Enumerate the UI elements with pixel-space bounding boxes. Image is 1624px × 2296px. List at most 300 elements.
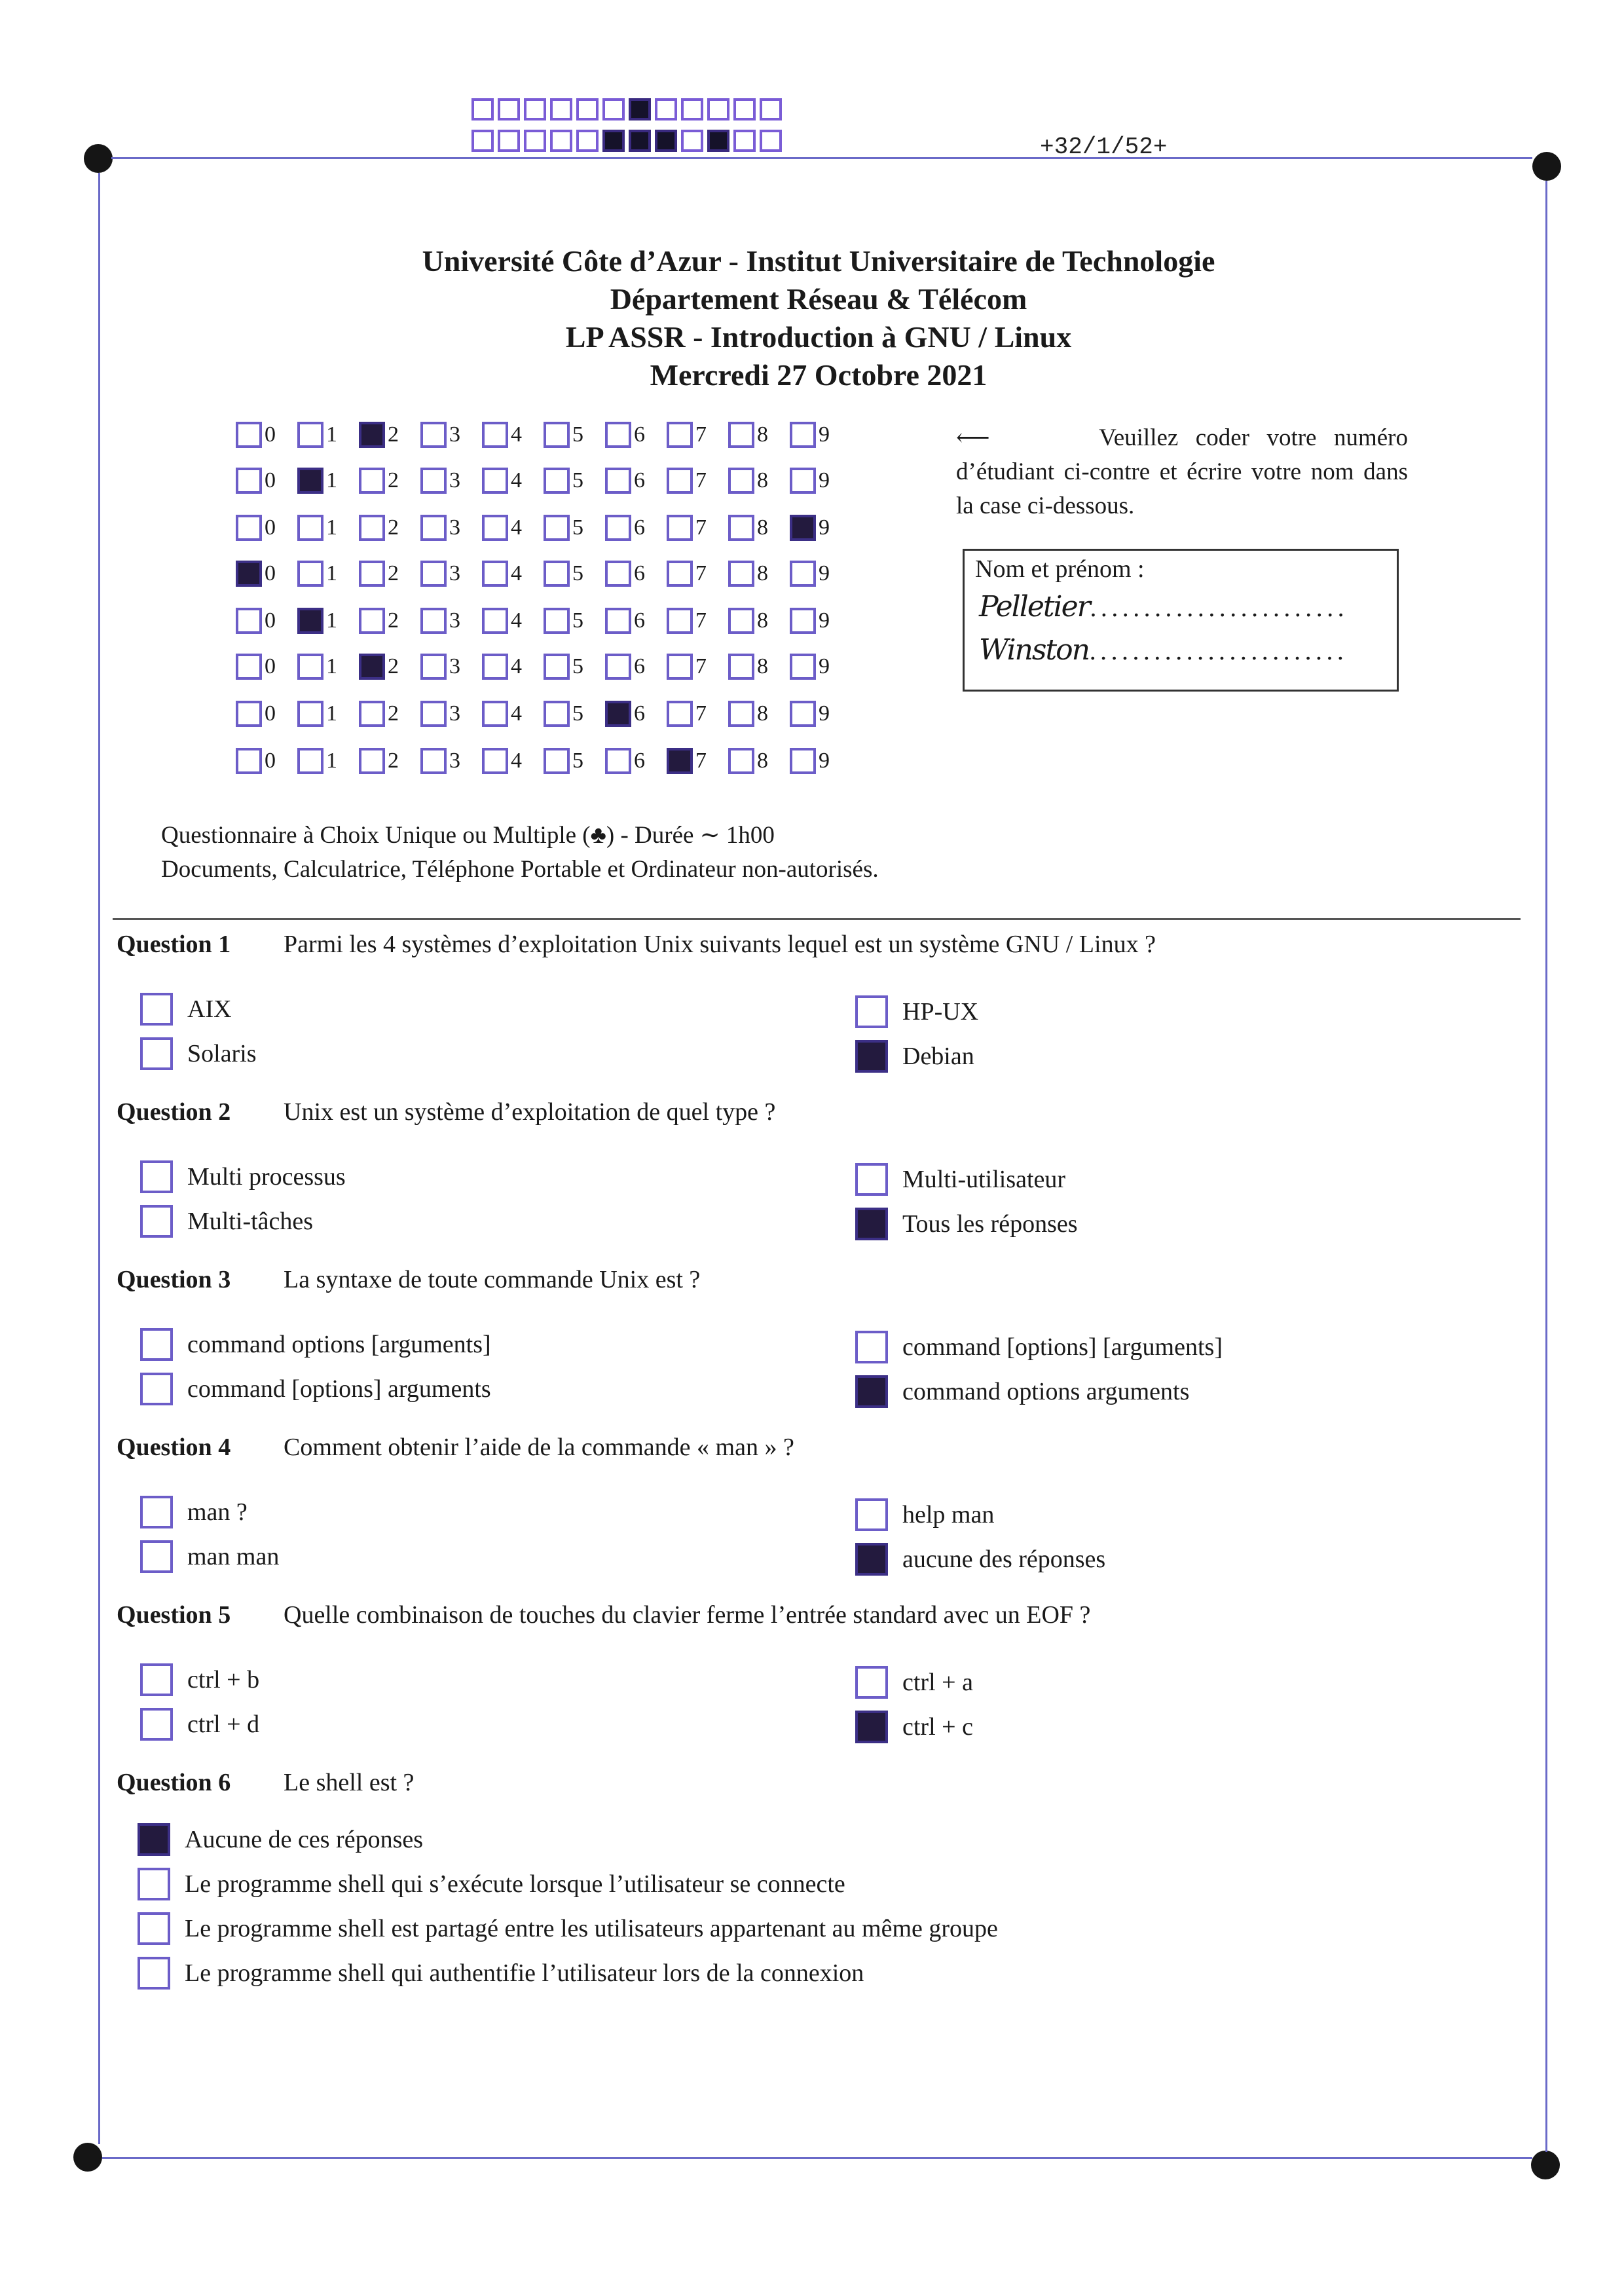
student-id-digit[interactable] <box>420 651 482 682</box>
student-id-digit[interactable] <box>359 512 420 544</box>
checkbox[interactable] <box>667 561 693 587</box>
answer-checkbox[interactable] <box>855 1711 888 1743</box>
question-text: Parmi les 4 systèmes d’exploitation Unix suivants lequel est un système GNU / Linux ? <box>284 931 1156 958</box>
student-id-digit[interactable] <box>605 512 667 544</box>
digit-label: 3 <box>449 701 460 726</box>
student-id-digit[interactable] <box>482 745 544 777</box>
checkbox[interactable] <box>728 654 754 680</box>
question-label: Question 2 <box>117 1098 231 1126</box>
digit-label: 0 <box>265 468 276 492</box>
answer-checkbox[interactable] <box>855 1163 888 1196</box>
barcode-cell <box>550 98 572 120</box>
checkbox[interactable] <box>605 654 631 680</box>
student-id-digit[interactable] <box>236 465 297 496</box>
digit-label: 7 <box>695 749 707 773</box>
checkbox[interactable] <box>605 748 631 774</box>
answer-checkbox[interactable] <box>140 1663 173 1696</box>
student-id-digit[interactable] <box>359 651 420 682</box>
student-id-digit[interactable] <box>420 558 482 589</box>
student-id-digit[interactable] <box>605 651 667 682</box>
checkbox[interactable] <box>667 748 693 774</box>
barcode-cell <box>760 130 782 152</box>
checkbox[interactable] <box>359 608 385 634</box>
checkbox[interactable] <box>482 654 508 680</box>
digit-label: 6 <box>634 654 645 678</box>
answer-option[interactable] <box>140 1160 346 1193</box>
checkbox[interactable] <box>544 748 570 774</box>
answer-option[interactable] <box>138 1957 864 1990</box>
digit-label: 5 <box>572 701 583 726</box>
digit-label: 0 <box>265 422 276 447</box>
checkbox[interactable] <box>728 515 754 541</box>
answer-checkbox[interactable] <box>138 1823 170 1856</box>
answer-label: Aucune de ces réponses <box>185 1826 424 1853</box>
header-department: Département Réseau & Télécom <box>610 282 1027 316</box>
digit-label: 2 <box>388 561 399 585</box>
student-id-digit[interactable] <box>359 605 420 637</box>
digit-label: 0 <box>265 654 276 678</box>
checkbox[interactable] <box>297 654 323 680</box>
answer-option[interactable] <box>138 1823 423 1856</box>
checkbox[interactable] <box>236 468 262 494</box>
digit-label: 1 <box>326 422 337 447</box>
checkbox[interactable] <box>544 515 570 541</box>
checkbox[interactable] <box>605 701 631 727</box>
student-id-digit[interactable] <box>359 698 420 730</box>
student-id-digit[interactable] <box>667 512 728 544</box>
checkbox[interactable] <box>667 422 693 448</box>
barcode-cell <box>733 130 756 152</box>
checkbox[interactable] <box>297 422 323 448</box>
digit-label: 0 <box>265 701 276 726</box>
student-id-digit[interactable] <box>297 651 359 682</box>
checkbox[interactable] <box>359 422 385 448</box>
student-id-digit[interactable] <box>728 512 790 544</box>
answer-checkbox[interactable] <box>855 995 888 1028</box>
question-4 <box>117 1433 794 1462</box>
student-id-digit[interactable] <box>667 605 728 637</box>
student-id-digit[interactable] <box>420 605 482 637</box>
frame-left-line <box>98 173 100 2144</box>
student-id-digit[interactable] <box>544 651 605 682</box>
answer-option[interactable] <box>855 1040 974 1073</box>
digit-label: 8 <box>757 468 768 492</box>
frame-top-line <box>111 157 1532 159</box>
checkbox[interactable] <box>667 608 693 634</box>
question-5 <box>117 1601 1090 1629</box>
checkbox[interactable] <box>667 468 693 494</box>
answer-option[interactable] <box>140 1037 257 1070</box>
header-course: LP ASSR - Introduction à GNU / Linux <box>565 320 1072 354</box>
question-3 <box>117 1265 700 1294</box>
student-id-digit[interactable] <box>297 605 359 637</box>
digit-label: 2 <box>388 701 399 726</box>
student-id-digit[interactable] <box>728 651 790 682</box>
checkbox[interactable] <box>297 515 323 541</box>
student-id-digit[interactable] <box>790 512 851 544</box>
answer-option[interactable] <box>855 1666 973 1699</box>
intro-line-1: Questionnaire à Choix Unique ou Multiple (♣) - Durée ∼ 1h00 <box>161 822 775 849</box>
student-id-digit[interactable] <box>790 465 851 496</box>
digit-label: 9 <box>819 468 830 492</box>
answer-checkbox[interactable] <box>138 1868 170 1900</box>
checkbox[interactable] <box>236 515 262 541</box>
checkbox[interactable] <box>482 468 508 494</box>
checkbox[interactable] <box>359 701 385 727</box>
digit-label: 4 <box>511 701 522 726</box>
answer-checkbox[interactable] <box>140 1328 173 1361</box>
answer-checkbox[interactable] <box>855 1208 888 1240</box>
checkbox[interactable] <box>420 701 447 727</box>
checkbox[interactable] <box>790 654 816 680</box>
student-id-digit[interactable] <box>790 698 851 730</box>
answer-checkbox[interactable] <box>855 1040 888 1073</box>
checkbox[interactable] <box>605 561 631 587</box>
barcode-cell <box>655 98 677 120</box>
question-label: Question 5 <box>117 1601 231 1629</box>
student-id-digit[interactable] <box>236 605 297 637</box>
checkbox[interactable] <box>297 561 323 587</box>
checkbox[interactable] <box>482 515 508 541</box>
checkbox[interactable] <box>482 561 508 587</box>
student-id-digit[interactable] <box>420 419 482 451</box>
checkbox[interactable] <box>667 515 693 541</box>
checkbox[interactable] <box>728 422 754 448</box>
digit-label: 8 <box>757 749 768 773</box>
digit-label: 4 <box>511 561 522 585</box>
barcode-cell <box>471 98 494 120</box>
student-id-digit[interactable] <box>236 745 297 777</box>
student-id-row <box>236 512 851 544</box>
checkbox[interactable] <box>482 701 508 727</box>
student-id-digit[interactable] <box>297 698 359 730</box>
digit-label: 8 <box>757 654 768 678</box>
student-id-digit[interactable] <box>790 605 851 637</box>
answer-checkbox[interactable] <box>138 1912 170 1945</box>
checkbox[interactable] <box>667 654 693 680</box>
student-id-digit[interactable] <box>359 465 420 496</box>
answer-label: command [options] [arguments] <box>902 1333 1223 1361</box>
checkbox[interactable] <box>728 701 754 727</box>
checkbox[interactable] <box>359 468 385 494</box>
barcode-cell <box>576 98 599 120</box>
student-id-digit[interactable] <box>790 419 851 451</box>
question-label: Question 1 <box>117 931 231 958</box>
checkbox[interactable] <box>482 608 508 634</box>
digit-label: 3 <box>449 468 460 492</box>
student-id-digit[interactable] <box>236 651 297 682</box>
digit-label: 7 <box>695 561 707 585</box>
digit-label: 9 <box>819 701 830 726</box>
barcode-cell <box>760 98 782 120</box>
checkbox[interactable] <box>482 748 508 774</box>
barcode-cell <box>498 98 520 120</box>
barcode-cell <box>629 98 651 120</box>
answer-option[interactable] <box>855 1331 1223 1363</box>
checkbox[interactable] <box>236 561 262 587</box>
student-id-digit[interactable] <box>236 512 297 544</box>
checkbox[interactable] <box>297 468 323 494</box>
student-id-digit[interactable] <box>728 465 790 496</box>
name-box-label: Nom et prénom : <box>975 555 1145 583</box>
corner-mark-top-left <box>84 144 113 173</box>
digit-label: 3 <box>449 608 460 633</box>
student-id-digit[interactable] <box>728 745 790 777</box>
answer-label: Debian <box>902 1043 974 1070</box>
student-id-digit[interactable] <box>420 465 482 496</box>
question-label: Question 6 <box>117 1769 231 1796</box>
digit-label: 0 <box>265 608 276 633</box>
answer-label: Tous les réponses <box>902 1210 1078 1238</box>
digit-label: 4 <box>511 515 522 540</box>
answer-option[interactable] <box>140 1205 313 1238</box>
student-id-digit[interactable] <box>482 558 544 589</box>
answer-checkbox[interactable] <box>140 1205 173 1238</box>
barcode-cell <box>681 130 703 152</box>
answer-option[interactable] <box>855 1208 1078 1240</box>
checkbox[interactable] <box>605 515 631 541</box>
student-id-digit[interactable] <box>728 558 790 589</box>
student-id-digit[interactable] <box>605 698 667 730</box>
checkbox[interactable] <box>544 608 570 634</box>
checkbox[interactable] <box>728 748 754 774</box>
digit-label: 2 <box>388 749 399 773</box>
student-id-digit[interactable] <box>790 745 851 777</box>
checkbox[interactable] <box>236 748 262 774</box>
checkbox[interactable] <box>790 748 816 774</box>
student-id-digit[interactable] <box>667 651 728 682</box>
answer-option[interactable] <box>140 1540 279 1573</box>
answer-option[interactable] <box>138 1912 998 1945</box>
checkbox[interactable] <box>420 515 447 541</box>
checkbox[interactable] <box>359 654 385 680</box>
digit-label: 5 <box>572 608 583 633</box>
answer-option[interactable] <box>140 1663 259 1696</box>
student-id-digit[interactable] <box>667 558 728 589</box>
checkbox[interactable] <box>420 654 447 680</box>
checkbox[interactable] <box>236 422 262 448</box>
question-6 <box>117 1768 414 1797</box>
answer-checkbox[interactable] <box>140 1496 173 1528</box>
checkbox[interactable] <box>605 422 631 448</box>
student-id-digit[interactable] <box>482 698 544 730</box>
student-id-digit[interactable] <box>728 419 790 451</box>
student-id-digit[interactable] <box>544 465 605 496</box>
student-id-digit[interactable] <box>544 698 605 730</box>
student-id-digit[interactable] <box>297 558 359 589</box>
checkbox[interactable] <box>728 468 754 494</box>
checkbox[interactable] <box>544 701 570 727</box>
student-id-digit[interactable] <box>605 745 667 777</box>
digit-label: 3 <box>449 561 460 585</box>
student-id-digit[interactable] <box>605 419 667 451</box>
answer-option[interactable] <box>855 1711 973 1743</box>
checkbox[interactable] <box>297 608 323 634</box>
student-id-digit[interactable] <box>544 605 605 637</box>
answer-checkbox[interactable] <box>140 1708 173 1741</box>
checkbox[interactable] <box>790 701 816 727</box>
student-id-digit[interactable] <box>482 465 544 496</box>
answer-checkbox[interactable] <box>855 1498 888 1531</box>
student-id-digit[interactable] <box>667 419 728 451</box>
digit-label: 6 <box>634 515 645 540</box>
answer-option[interactable] <box>138 1868 845 1900</box>
checkbox[interactable] <box>790 468 816 494</box>
checkbox[interactable] <box>728 608 754 634</box>
student-id-digit[interactable] <box>297 512 359 544</box>
checkbox[interactable] <box>236 608 262 634</box>
handwritten-last-name: Pelletier <box>979 590 1090 623</box>
checkbox[interactable] <box>420 608 447 634</box>
checkbox[interactable] <box>420 468 447 494</box>
answer-option[interactable] <box>140 993 232 1026</box>
answer-option[interactable] <box>855 1543 1105 1576</box>
answer-option[interactable] <box>140 1328 491 1361</box>
answer-option[interactable] <box>855 1163 1065 1196</box>
student-id-digit[interactable] <box>359 745 420 777</box>
student-id-digit[interactable] <box>482 512 544 544</box>
digit-label: 3 <box>449 654 460 678</box>
checkbox[interactable] <box>359 561 385 587</box>
checkbox[interactable] <box>482 422 508 448</box>
student-id-digit[interactable] <box>482 605 544 637</box>
answer-checkbox[interactable] <box>138 1957 170 1990</box>
answer-option[interactable] <box>855 995 978 1028</box>
barcode-cell <box>655 130 677 152</box>
student-id-digit[interactable] <box>605 558 667 589</box>
question-text: Quelle combinaison de touches du clavier ferme l’entrée standard avec un EOF ? <box>284 1601 1091 1629</box>
header-university: Université Côte d’Azur - Institut Universitaire de Technologie <box>422 244 1215 278</box>
student-id-digit[interactable] <box>667 698 728 730</box>
answer-option[interactable] <box>140 1496 248 1528</box>
student-id-row <box>236 651 851 682</box>
student-id-digit[interactable] <box>667 465 728 496</box>
student-id-digit[interactable] <box>420 698 482 730</box>
answer-label: command options [arguments] <box>187 1331 491 1358</box>
student-id-digit[interactable] <box>605 465 667 496</box>
student-id-digit[interactable] <box>420 745 482 777</box>
checkbox[interactable] <box>790 422 816 448</box>
checkbox[interactable] <box>359 515 385 541</box>
answer-checkbox[interactable] <box>140 993 173 1026</box>
student-id-digit[interactable] <box>790 558 851 589</box>
answer-option[interactable] <box>855 1498 994 1531</box>
student-id-digit[interactable] <box>297 419 359 451</box>
student-id-digit[interactable] <box>605 605 667 637</box>
checkbox[interactable] <box>544 654 570 680</box>
checkbox[interactable] <box>544 561 570 587</box>
corner-mark-bottom-right <box>1531 2151 1560 2179</box>
student-id-digit[interactable] <box>236 698 297 730</box>
digit-label: 9 <box>819 561 830 585</box>
handwritten-first-name: Winston <box>979 633 1089 667</box>
answer-option[interactable] <box>140 1373 491 1405</box>
student-id-digit[interactable] <box>359 558 420 589</box>
answer-option[interactable] <box>855 1375 1189 1408</box>
digit-label: 6 <box>634 468 645 492</box>
checkbox[interactable] <box>420 561 447 587</box>
answer-checkbox[interactable] <box>855 1543 888 1576</box>
checkbox[interactable] <box>420 748 447 774</box>
answer-checkbox[interactable] <box>855 1375 888 1408</box>
left-arrow-icon: ⟵ <box>956 424 990 451</box>
student-id-digit[interactable] <box>790 651 851 682</box>
student-id-row <box>236 745 851 777</box>
student-id-digit[interactable] <box>297 745 359 777</box>
checkbox[interactable] <box>420 422 447 448</box>
checkbox[interactable] <box>667 701 693 727</box>
answer-label: Solaris <box>187 1040 257 1067</box>
barcode-cell <box>707 130 729 152</box>
student-id-digit[interactable] <box>728 698 790 730</box>
answer-label: man man <box>187 1543 280 1570</box>
answer-checkbox[interactable] <box>140 1373 173 1405</box>
digit-label: 4 <box>511 608 522 633</box>
student-id-digit[interactable] <box>420 512 482 544</box>
digit-label: 8 <box>757 561 768 585</box>
question-label: Question 3 <box>117 1266 231 1293</box>
checkbox[interactable] <box>605 468 631 494</box>
intro-line-2: Documents, Calculatrice, Téléphone Portable et Ordinateur non-autorisés. <box>161 856 879 883</box>
checkbox[interactable] <box>790 561 816 587</box>
student-id-digit[interactable] <box>359 419 420 451</box>
answer-label: help man <box>902 1501 995 1528</box>
checkbox[interactable] <box>544 468 570 494</box>
digit-label: 0 <box>265 515 276 540</box>
checkbox[interactable] <box>236 701 262 727</box>
digit-label: 9 <box>819 515 830 540</box>
digit-label: 1 <box>326 608 337 633</box>
digit-label: 5 <box>572 468 583 492</box>
digit-label: 1 <box>326 561 337 585</box>
student-id-digit[interactable] <box>482 651 544 682</box>
student-id-digit[interactable] <box>297 465 359 496</box>
barcode-cell <box>576 130 599 152</box>
checkbox[interactable] <box>236 654 262 680</box>
digit-label: 2 <box>388 654 399 678</box>
student-id-digit[interactable] <box>544 419 605 451</box>
answer-checkbox[interactable] <box>855 1666 888 1699</box>
digit-label: 2 <box>388 608 399 633</box>
student-id-digit[interactable] <box>236 419 297 451</box>
checkbox[interactable] <box>544 422 570 448</box>
answer-checkbox[interactable] <box>855 1331 888 1363</box>
checkbox[interactable] <box>297 748 323 774</box>
student-id-digit[interactable] <box>482 419 544 451</box>
checkbox[interactable] <box>359 748 385 774</box>
student-id-digit[interactable] <box>236 558 297 589</box>
student-id-digit[interactable] <box>544 745 605 777</box>
answer-checkbox[interactable] <box>140 1037 173 1070</box>
student-id-digit[interactable] <box>544 558 605 589</box>
digit-label: 3 <box>449 749 460 773</box>
student-id-digit[interactable] <box>728 605 790 637</box>
section-separator <box>113 918 1521 920</box>
student-id-digit[interactable] <box>667 745 728 777</box>
digit-label: 1 <box>326 749 337 773</box>
checkbox[interactable] <box>728 561 754 587</box>
checkbox[interactable] <box>790 515 816 541</box>
checkbox[interactable] <box>605 608 631 634</box>
checkbox[interactable] <box>297 701 323 727</box>
answer-checkbox[interactable] <box>140 1540 173 1573</box>
checkbox[interactable] <box>790 608 816 634</box>
answer-checkbox[interactable] <box>140 1160 173 1193</box>
name-box[interactable] <box>963 549 1399 692</box>
answer-option[interactable] <box>140 1708 259 1741</box>
student-id-digit[interactable] <box>544 512 605 544</box>
barcode-row-1 <box>471 98 782 120</box>
